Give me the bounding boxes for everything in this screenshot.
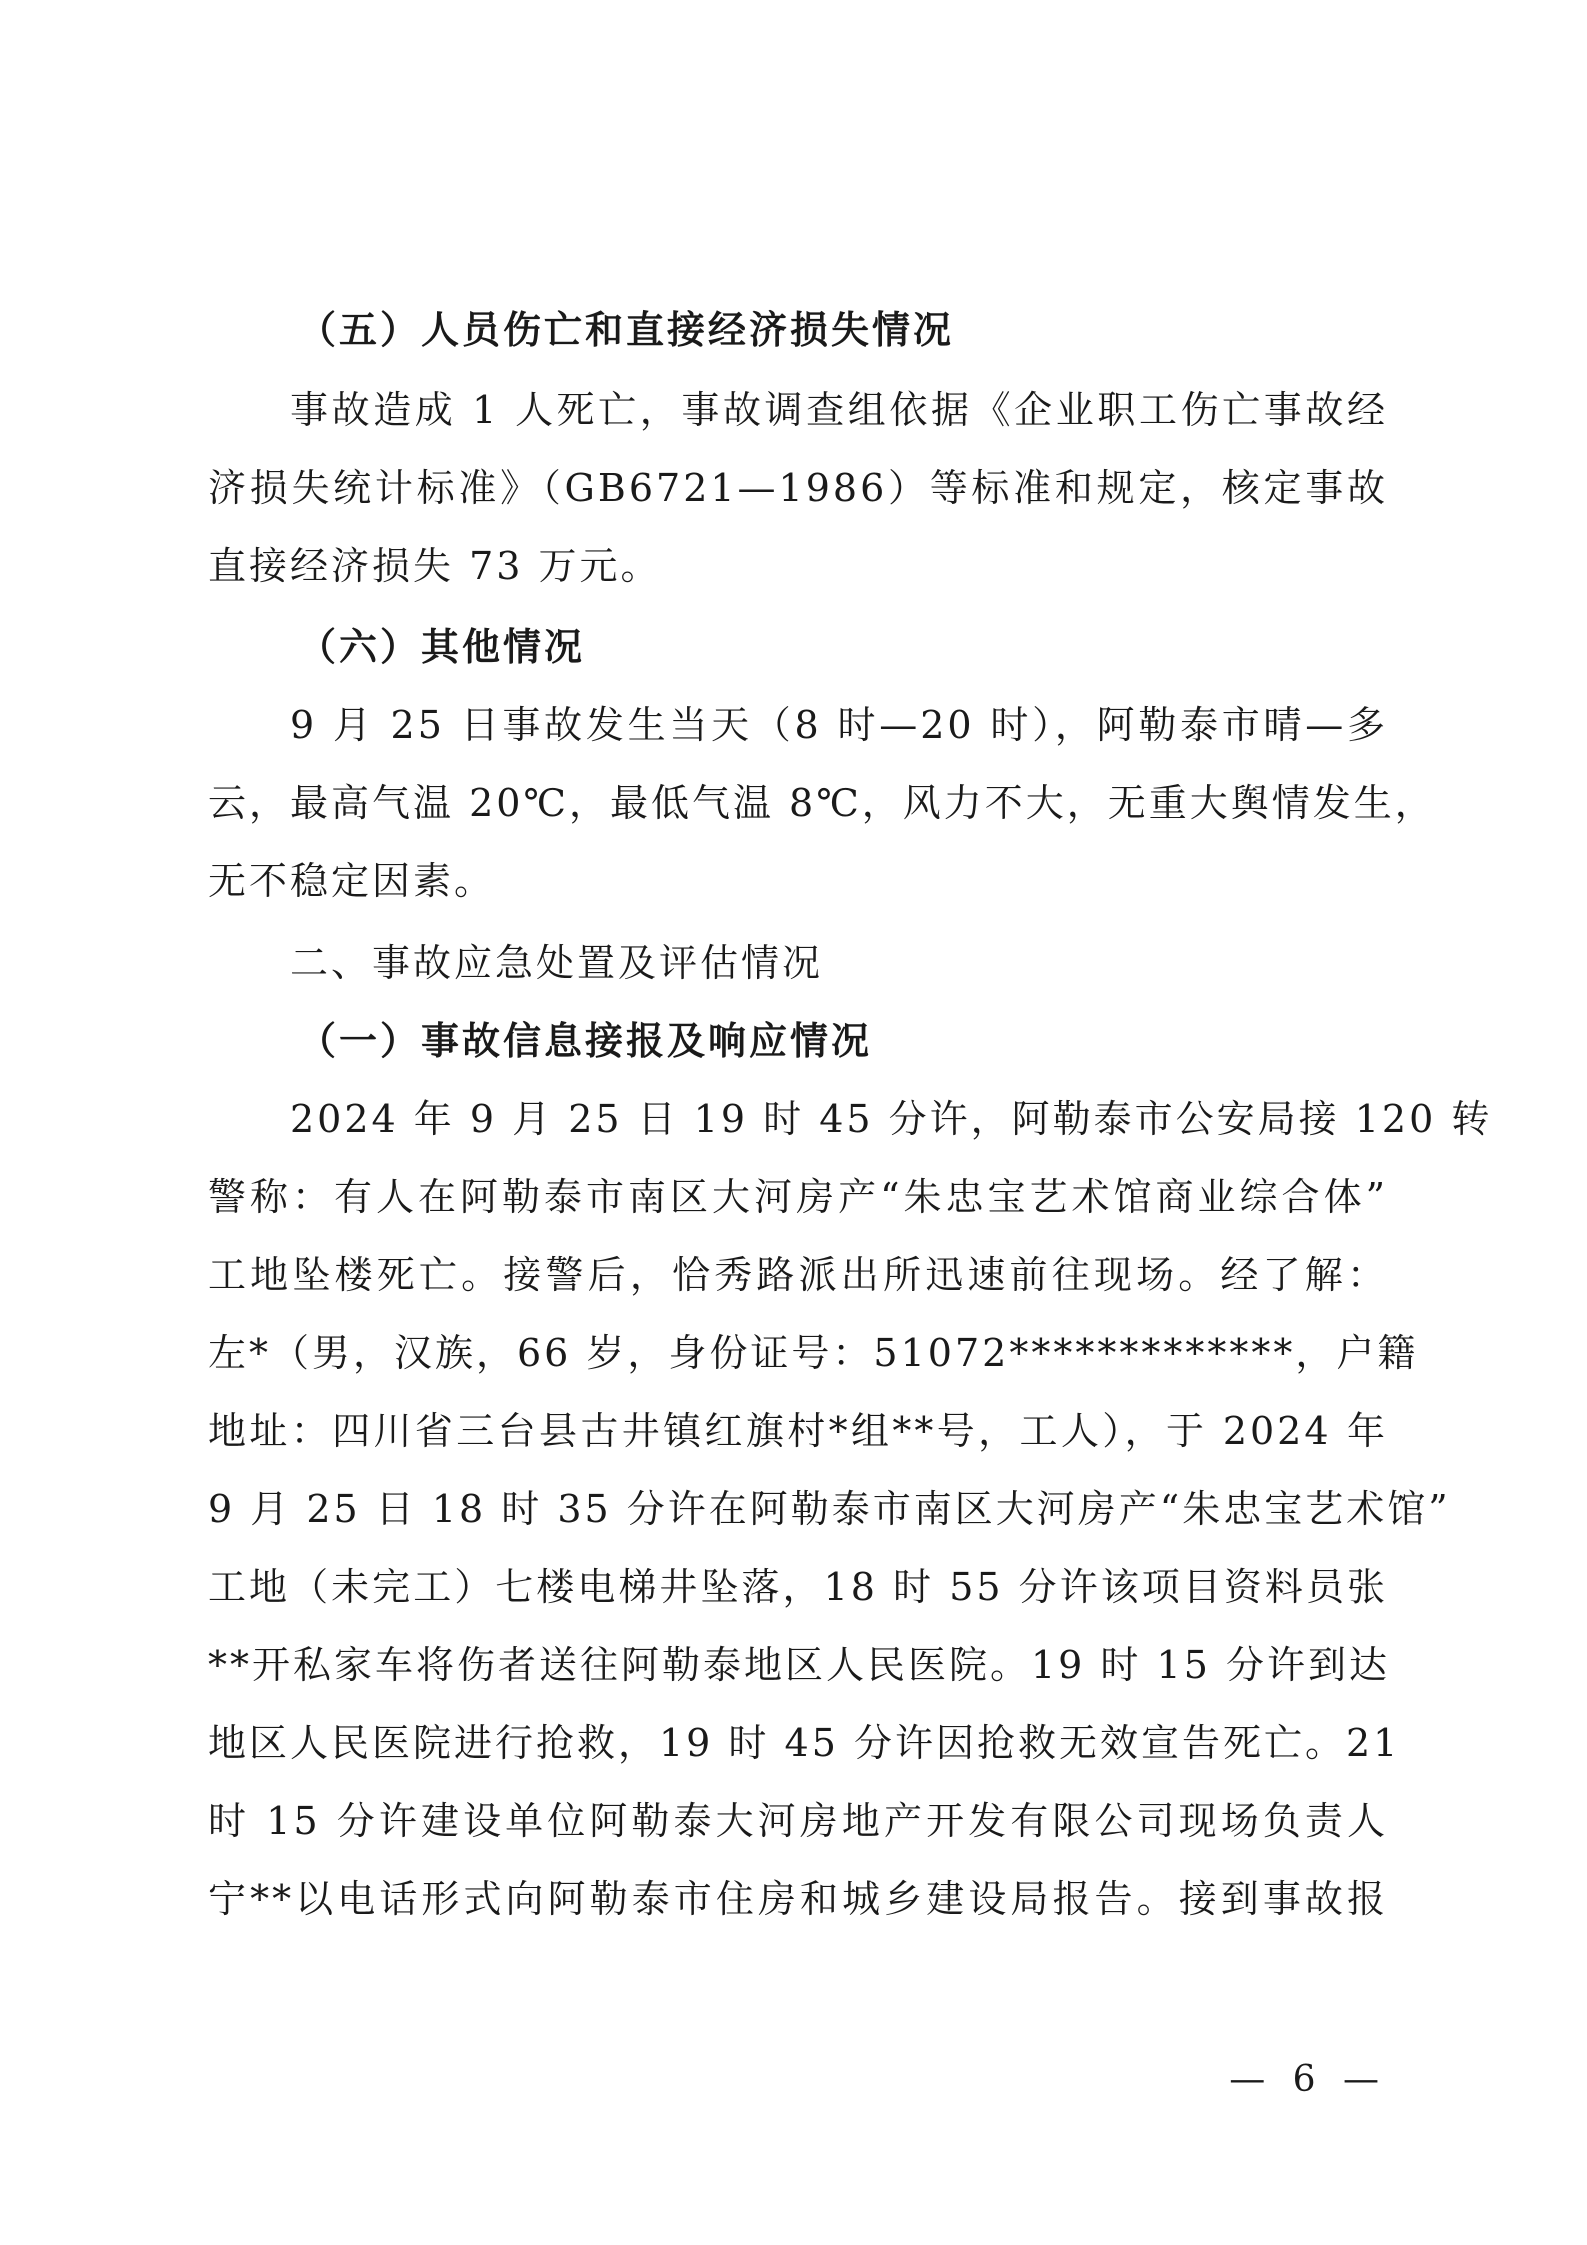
paragraph-line: 直接经济损失 73 万元。: [208, 544, 662, 588]
page-number: — 6 —: [1229, 2059, 1387, 2100]
paragraph-line: 工地（未完工）七楼电梯井坠落，18 时 55 分许该项目资料员张: [208, 1565, 1388, 1609]
paragraph-line: 宁**以电话形式向阿勒泰市住房和城乡建设局报告。接到事故报: [208, 1877, 1388, 1921]
section-title-emergency-response: 二、事故应急处置及评估情况: [290, 941, 824, 985]
paragraph-line: 无不稳定因素。: [208, 859, 496, 903]
paragraph-line: 济损失统计标准》（GB6721—1986）等标准和规定，核定事故: [208, 466, 1388, 510]
paragraph-line: 事故造成 1 人死亡，事故调查组依据《企业职工伤亡事故经: [290, 388, 1388, 432]
paragraph-line: 工地坠楼死亡。接警后，恰秀路派出所迅速前往现场。经了解：: [208, 1253, 1388, 1297]
heading-casualties-losses: （五）人员伤亡和直接经济损失情况: [298, 307, 955, 352]
paragraph-line: 2024 年 9 月 25 日 19 时 45 分许，阿勒泰市公安局接 120 转: [290, 1097, 1493, 1141]
paragraph-line: 警称：有人在阿勒泰市南区大河房产“朱忠宝艺术馆商业综合体”: [208, 1175, 1388, 1219]
paragraph-line: 左*（男，汉族，66 岁，身份证号：51072*************，户籍: [208, 1331, 1419, 1375]
heading-other-situation: （六）其他情况: [298, 624, 586, 669]
heading-info-reporting: （一）事故信息接报及响应情况: [298, 1018, 873, 1063]
paragraph-line: 地区人民医院进行抢救，19 时 45 分许因抢救无效宣告死亡。21: [208, 1721, 1401, 1765]
paragraph-line: 9 月 25 日 18 时 35 分许在阿勒泰市南区大河房产“朱忠宝艺术馆”: [208, 1487, 1451, 1531]
paragraph-line: 时 15 分许建设单位阿勒泰大河房地产开发有限公司现场负责人: [208, 1799, 1388, 1843]
paragraph-line: 地址：四川省三台县古井镇红旗村*组**号，工人），于 2024 年: [208, 1409, 1388, 1453]
paragraph-line: **开私家车将伤者送往阿勒泰地区人民医院。19 时 15 分许到达: [208, 1643, 1390, 1687]
paragraph-line: 云，最高气温 20℃，最低气温 8℃，风力不大，无重大舆情发生，: [208, 781, 1436, 825]
paragraph-line: 9 月 25 日事故发生当天（8 时—20 时），阿勒泰市晴—多: [290, 703, 1388, 747]
